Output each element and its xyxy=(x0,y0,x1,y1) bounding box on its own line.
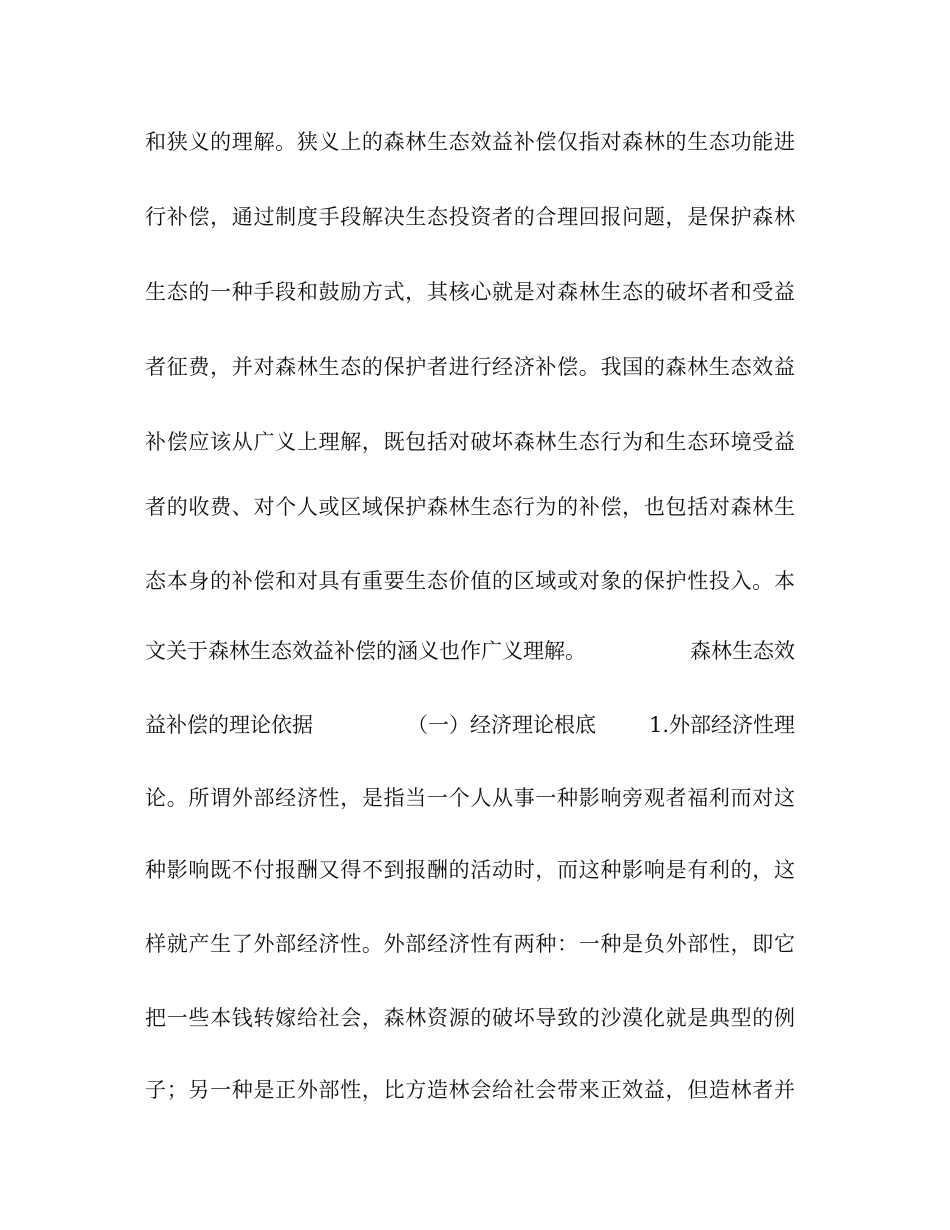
text-line-10: 论。所谓外部经济性，是指当一个人从事一种影响旁观者福利而对这 xyxy=(145,786,795,810)
text-line-3: 生态的一种手段和鼓励方式，其核心就是对森林生态的破坏者和受益 xyxy=(145,280,795,304)
section-heading-end: 益补偿的理论依据 xyxy=(145,713,313,737)
text-line-12: 样就产生了外部经济性。外部经济性有两种：一种是负外部性，即它 xyxy=(145,932,795,956)
text-line-7: 态本身的补偿和对具有重要生态价值的区域或对象的保护性投入。本 xyxy=(145,569,795,593)
text-line-13: 把一些本钱转嫁给社会，森林资源的破坏导致的沙漠化就是典型的例 xyxy=(145,1006,795,1030)
text-line-2: 行补偿，通过制度手段解决生态投资者的合理回报问题，是保护森林 xyxy=(145,205,795,229)
text-line-9 xyxy=(145,710,795,740)
text-line-4: 者征费，并对森林生态的保护者进行经济补偿。我国的森林生态效益 xyxy=(145,355,795,379)
subsection-heading: （一）经济理论根底 xyxy=(407,713,596,737)
text-line-1: 和狭义的理解。狭义上的森林生态效益补偿仅指对森林的生态功能进 xyxy=(145,130,795,154)
text-line-5: 补偿应该从广义上理解，既包括对破坏森林生态行为和生态环境受益 xyxy=(145,430,795,454)
section-heading-start: 森林生态效 xyxy=(690,639,795,663)
text-line-8-body: 文关于森林生态效益补偿的涵义也作广义理解。 xyxy=(145,639,586,663)
text-line-8 xyxy=(145,636,795,666)
text-line-14: 子；另一种是正外部性，比方造林会给社会带来正效益，但造林者并 xyxy=(145,1078,795,1102)
text-line-6: 者的收费、对个人或区域保护森林生态行为的补偿，也包括对森林生 xyxy=(145,495,795,519)
text-line-11: 种影响既不付报酬又得不到报酬的活动时，而这种影响是有利的，这 xyxy=(145,858,795,882)
subsubsection-heading: 1.外部经济性理 xyxy=(648,713,795,737)
